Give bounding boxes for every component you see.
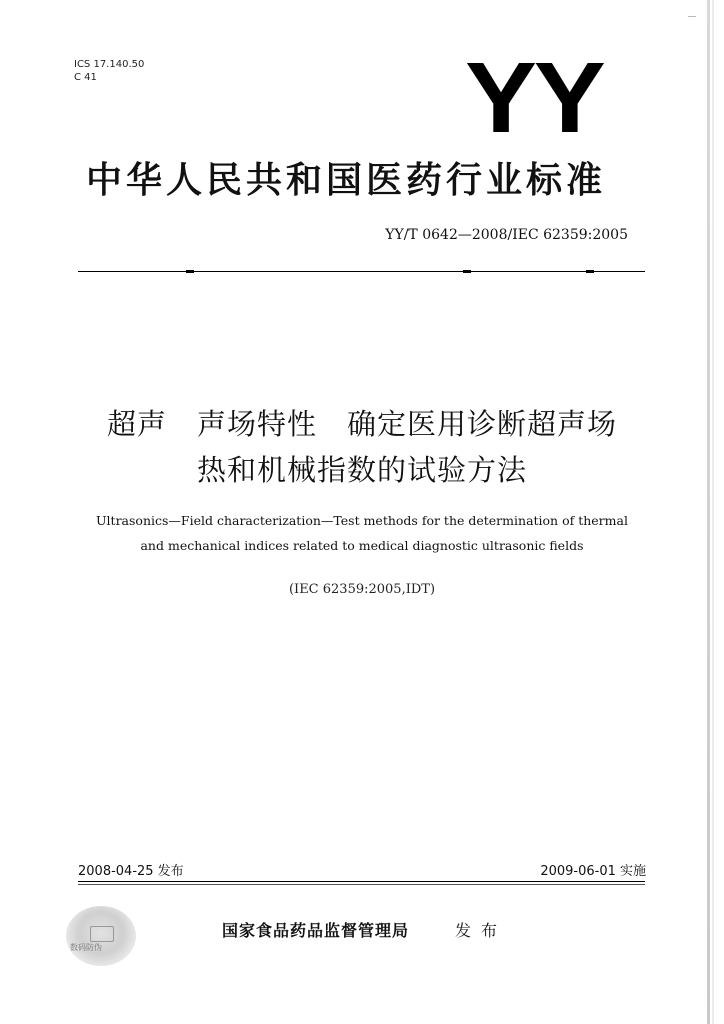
footer-rule-secondary bbox=[78, 884, 645, 885]
standard-number: YY/T 0642—2008/IEC 62359:2005 bbox=[385, 227, 628, 243]
rule-mark bbox=[186, 270, 194, 273]
implementation-date: 2009-06-01 实施 bbox=[540, 864, 646, 879]
publish-label: 发布 bbox=[455, 921, 508, 940]
edge-mark bbox=[688, 16, 696, 17]
rule-mark bbox=[586, 270, 594, 273]
english-title-line-2: and mechanical indices related to medical diagnostic ultrasonic fields bbox=[140, 538, 584, 553]
footer-rule bbox=[78, 881, 645, 882]
page-edge-shadow bbox=[712, 0, 714, 1024]
english-title-line-1: Ultrasonics—Field characterization—Test methods for the determination of thermal bbox=[96, 513, 628, 528]
page-edge bbox=[707, 0, 710, 1024]
chinese-title-line-1: 超声 声场特性 确定医用诊断超声场 bbox=[106, 407, 617, 441]
seal-emblem bbox=[90, 926, 114, 942]
classification-codes bbox=[74, 58, 144, 84]
industry-standard-title: 中华人民共和国医药行业标准 bbox=[86, 160, 607, 201]
issue-date: 2008-04-25 发布 bbox=[78, 864, 184, 879]
ccs-code: C 41 bbox=[74, 72, 97, 83]
adoption-identifier: (IEC 62359:2005,IDT) bbox=[288, 582, 436, 597]
ics-code: ICS 17.140.50 bbox=[74, 59, 145, 70]
chinese-title-line-2: 热和机械指数的试验方法 bbox=[196, 453, 527, 487]
header-rule bbox=[78, 271, 645, 272]
publisher-name: 国家食品药品监督管理局 bbox=[222, 921, 410, 940]
seal-label: 数码防伪 bbox=[70, 943, 102, 952]
rule-mark bbox=[463, 270, 471, 273]
anti-counterfeit-seal-icon bbox=[66, 906, 136, 966]
yy-logo: YY bbox=[465, 42, 603, 154]
